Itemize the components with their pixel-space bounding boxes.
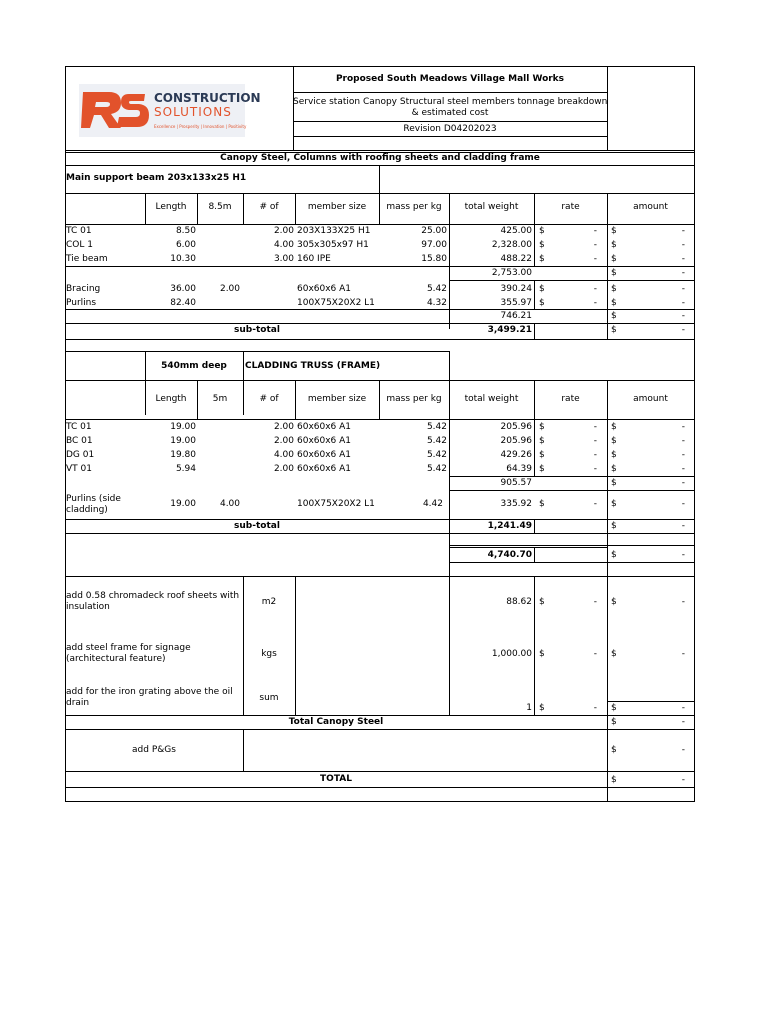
col-rate: rate xyxy=(561,394,580,404)
row-amount: - xyxy=(681,284,685,294)
row-size: 60x60x6 A1 xyxy=(297,436,352,446)
row-weight: 429.26 xyxy=(500,450,532,460)
extra-unit: kgs xyxy=(261,649,277,659)
section2-subtotal-label: sub-total xyxy=(234,521,280,531)
row-length: 19.00 xyxy=(170,422,196,432)
extra-rate-sign: $ xyxy=(539,649,545,659)
row-length: 82.40 xyxy=(170,298,196,308)
grand-amount: - xyxy=(681,550,685,560)
row-amount: - xyxy=(681,436,685,446)
col-mass: mass per kg xyxy=(386,394,442,404)
row-amount: - xyxy=(681,254,685,264)
row-name: Tie beam xyxy=(66,254,108,264)
row-name: Purlins xyxy=(66,298,97,308)
subtotal2-amount: - xyxy=(681,521,685,531)
row-rate: - xyxy=(593,499,597,509)
col-mass: mass per kg xyxy=(386,202,442,212)
row-amount-sign: $ xyxy=(611,436,617,446)
group2-amount: - xyxy=(681,311,685,321)
row-mass: 5.42 xyxy=(426,450,447,460)
rs-logo-mark-icon xyxy=(79,84,149,137)
group1-amount-sign: $ xyxy=(611,268,617,278)
row-weight: 205.96 xyxy=(500,422,532,432)
row-size: 100X75X20X2 L1 xyxy=(297,499,375,509)
logo-line2: SOLUTIONS xyxy=(154,105,232,119)
row-name: TC 01 xyxy=(66,226,92,236)
row-amount: - xyxy=(681,499,685,509)
row-size: 60x60x6 A1 xyxy=(297,422,352,432)
grand-weight-total: 4,740.70 xyxy=(487,550,532,560)
section1-title: Canopy Steel, Columns with roofing sheets and cladding frame xyxy=(220,153,540,163)
extra-label: add steel frame for signage (architectural feature) xyxy=(66,643,191,664)
row-weight: 425.00 xyxy=(500,226,532,236)
col-dim: 8.5m xyxy=(208,202,232,212)
row-weight: 355.97 xyxy=(500,298,532,308)
row-length: 10.30 xyxy=(170,254,196,264)
extra-amount-sign: $ xyxy=(611,649,617,659)
row-rate: - xyxy=(593,450,597,460)
row-mass: 5.42 xyxy=(426,284,447,294)
row-amount-sign: $ xyxy=(611,284,617,294)
row-amount: - xyxy=(681,464,685,474)
row-length: 6.00 xyxy=(175,240,196,250)
logo-tagline: Excellence | Prosperity | Innovation | Positivity xyxy=(154,124,247,129)
extra-amount: - xyxy=(681,703,685,713)
extra-rate-sign: $ xyxy=(539,597,545,607)
group2-total: 746.21 xyxy=(500,311,532,321)
total-label: TOTAL xyxy=(320,774,352,784)
row-rate: - xyxy=(593,464,597,474)
row-mass: 4.32 xyxy=(426,298,447,308)
row-size: 60x60x6 A1 xyxy=(297,464,352,474)
total-canopy-amount: - xyxy=(681,717,685,727)
extra-qty: 1 xyxy=(526,703,532,713)
row-rate-sign: $ xyxy=(539,499,545,509)
row-rate: - xyxy=(593,254,597,264)
row-mass: 5.42 xyxy=(426,422,447,432)
section2-group-total: 905.57 xyxy=(500,478,532,488)
row-rate: - xyxy=(593,240,597,250)
page-title: Proposed South Meadows Village Mall Works xyxy=(335,74,565,84)
extra-rate: - xyxy=(593,703,597,713)
col-length: Length xyxy=(155,202,187,212)
col-amount: amount xyxy=(633,394,668,404)
row-amount: - xyxy=(681,240,685,250)
extra-amount: - xyxy=(681,649,685,659)
row-name: TC 01 xyxy=(66,422,92,432)
row-amount: - xyxy=(681,450,685,460)
row-size: 100X75X20X2 L1 xyxy=(297,298,375,308)
pg-amount: - xyxy=(681,745,685,755)
row-name: Bracing xyxy=(66,284,101,294)
row-name: DG 01 xyxy=(66,450,95,460)
row-amount-sign: $ xyxy=(611,450,617,460)
row-amount-sign: $ xyxy=(611,499,617,509)
col-weight: total weight xyxy=(464,202,519,212)
grand-amount-sign: $ xyxy=(611,550,617,560)
extra-amount-sign: $ xyxy=(611,597,617,607)
pg-label: add P&Gs xyxy=(132,745,176,755)
row-weight: 205.96 xyxy=(500,436,532,446)
total-amount-sign: $ xyxy=(611,775,617,785)
row-rate-sign: $ xyxy=(539,464,545,474)
col-weight: total weight xyxy=(464,394,519,404)
row-amount: - xyxy=(681,226,685,236)
row-mass: 5.42 xyxy=(426,464,447,474)
col-length: Length xyxy=(155,394,187,404)
subtotal1-amount-sign: $ xyxy=(611,325,617,335)
beam-label: Main support beam 203x133x25 H1 xyxy=(66,173,247,183)
col-member-size: member size xyxy=(307,394,367,404)
section2-depth: 540mm deep xyxy=(161,361,227,371)
row-count: 2.00 xyxy=(273,422,294,432)
row-rate: - xyxy=(593,422,597,432)
row-count: 2.00 xyxy=(273,436,294,446)
row-weight: 2,328.00 xyxy=(491,240,532,250)
col-count: # of xyxy=(259,202,279,212)
row-rate-sign: $ xyxy=(539,450,545,460)
total-amount: - xyxy=(681,775,685,785)
section2-group-amount: - xyxy=(681,478,685,488)
extra-amount-sign: $ xyxy=(611,703,617,713)
row-amount-sign: $ xyxy=(611,226,617,236)
section2-subtotal: 1,241.49 xyxy=(487,521,532,531)
row-amount-sign: $ xyxy=(611,298,617,308)
row-weight: 390.24 xyxy=(500,284,532,294)
total-canopy-sign: $ xyxy=(611,717,617,727)
extra-unit: sum xyxy=(259,693,279,703)
group1-amount: - xyxy=(681,268,685,278)
row-rate-sign: $ xyxy=(539,240,545,250)
row-name: Purlins (side cladding) xyxy=(66,494,121,515)
total-canopy-label: Total Canopy Steel xyxy=(288,717,384,727)
row-rate-sign: $ xyxy=(539,284,545,294)
row-mass: 5.42 xyxy=(426,436,447,446)
row-count: 2.00 xyxy=(273,226,294,236)
col-count: # of xyxy=(259,394,279,404)
row-mass: 25.00 xyxy=(421,226,447,236)
extra-rate: - xyxy=(593,649,597,659)
group1-total: 2,753.00 xyxy=(491,268,532,278)
group2-amount-sign: $ xyxy=(611,311,617,321)
row-amount-sign: $ xyxy=(611,254,617,264)
row-size: 60x60x6 A1 xyxy=(297,450,352,460)
row-length: 8.50 xyxy=(175,226,196,236)
row-size: 305x305x97 H1 xyxy=(297,240,369,250)
col-dim: 5m xyxy=(212,394,228,404)
subtitle-line1: Service station Canopy Structural steel members tonnage breakdown xyxy=(293,97,608,107)
row-mass: 97.00 xyxy=(421,240,447,250)
section2-group-amount-sign: $ xyxy=(611,478,617,488)
subtitle-line2: & estimated cost xyxy=(411,108,489,118)
row-name: COL 1 xyxy=(66,240,93,250)
section2-title: CLADDING TRUSS (FRAME) xyxy=(245,361,381,371)
col-rate: rate xyxy=(561,202,580,212)
row-rate-sign: $ xyxy=(539,422,545,432)
row-mass: 4.42 xyxy=(422,499,443,509)
row-count: 4.00 xyxy=(273,450,294,460)
row-rate: - xyxy=(593,284,597,294)
row-mass: 15.80 xyxy=(421,254,447,264)
extra-label: add for the iron grating above the oil drain xyxy=(66,687,233,708)
pg-amount-sign: $ xyxy=(611,745,617,755)
extra-label: add 0.58 chromadeck roof sheets with insulation xyxy=(66,591,240,612)
row-length: 19.80 xyxy=(170,450,196,460)
row-rate: - xyxy=(593,298,597,308)
logo-line1: CONSTRUCTION xyxy=(154,91,261,105)
row-amount: - xyxy=(681,298,685,308)
section1-subtotal: 3,499.21 xyxy=(487,325,532,335)
row-rate: - xyxy=(593,436,597,446)
extra-rate: - xyxy=(593,597,597,607)
row-amount-sign: $ xyxy=(611,464,617,474)
row-dim: 2.00 xyxy=(219,284,241,294)
subtotal1-amount: - xyxy=(681,325,685,335)
row-weight: 64.39 xyxy=(506,464,532,474)
row-rate-sign: $ xyxy=(539,298,545,308)
row-count: 3.00 xyxy=(273,254,294,264)
extra-rate-sign: $ xyxy=(539,703,545,713)
row-dim: 4.00 xyxy=(219,499,241,509)
extra-qty: 88.62 xyxy=(506,597,532,607)
row-amount-sign: $ xyxy=(611,422,617,432)
row-size: 60x60x6 A1 xyxy=(297,284,352,294)
row-count: 4.00 xyxy=(273,240,294,250)
row-length: 36.00 xyxy=(170,284,196,294)
row-rate-sign: $ xyxy=(539,254,545,264)
col-member-size: member size xyxy=(307,202,367,212)
row-size: 203X133X25 H1 xyxy=(297,226,371,236)
row-length: 19.00 xyxy=(170,436,196,446)
row-weight: 335.92 xyxy=(500,499,532,509)
row-rate-sign: $ xyxy=(539,436,545,446)
row-amount-sign: $ xyxy=(611,240,617,250)
row-length: 19.00 xyxy=(170,499,196,509)
col-amount: amount xyxy=(633,202,668,212)
row-size: 160 IPE xyxy=(297,254,331,264)
row-rate-sign: $ xyxy=(539,226,545,236)
extra-amount: - xyxy=(681,597,685,607)
row-length: 5.94 xyxy=(175,464,196,474)
row-amount: - xyxy=(681,422,685,432)
extra-qty: 1,000.00 xyxy=(491,649,532,659)
row-count: 2.00 xyxy=(273,464,294,474)
revision: Revision D04202023 xyxy=(403,124,497,134)
subtotal2-amount-sign: $ xyxy=(611,521,617,531)
row-name: BC 01 xyxy=(66,436,93,446)
company-logo xyxy=(79,84,261,137)
extra-unit: m2 xyxy=(261,597,277,607)
row-weight: 488.22 xyxy=(500,254,532,264)
section1-subtotal-label: sub-total xyxy=(234,325,280,335)
row-rate: - xyxy=(593,226,597,236)
row-name: VT 01 xyxy=(66,464,92,474)
